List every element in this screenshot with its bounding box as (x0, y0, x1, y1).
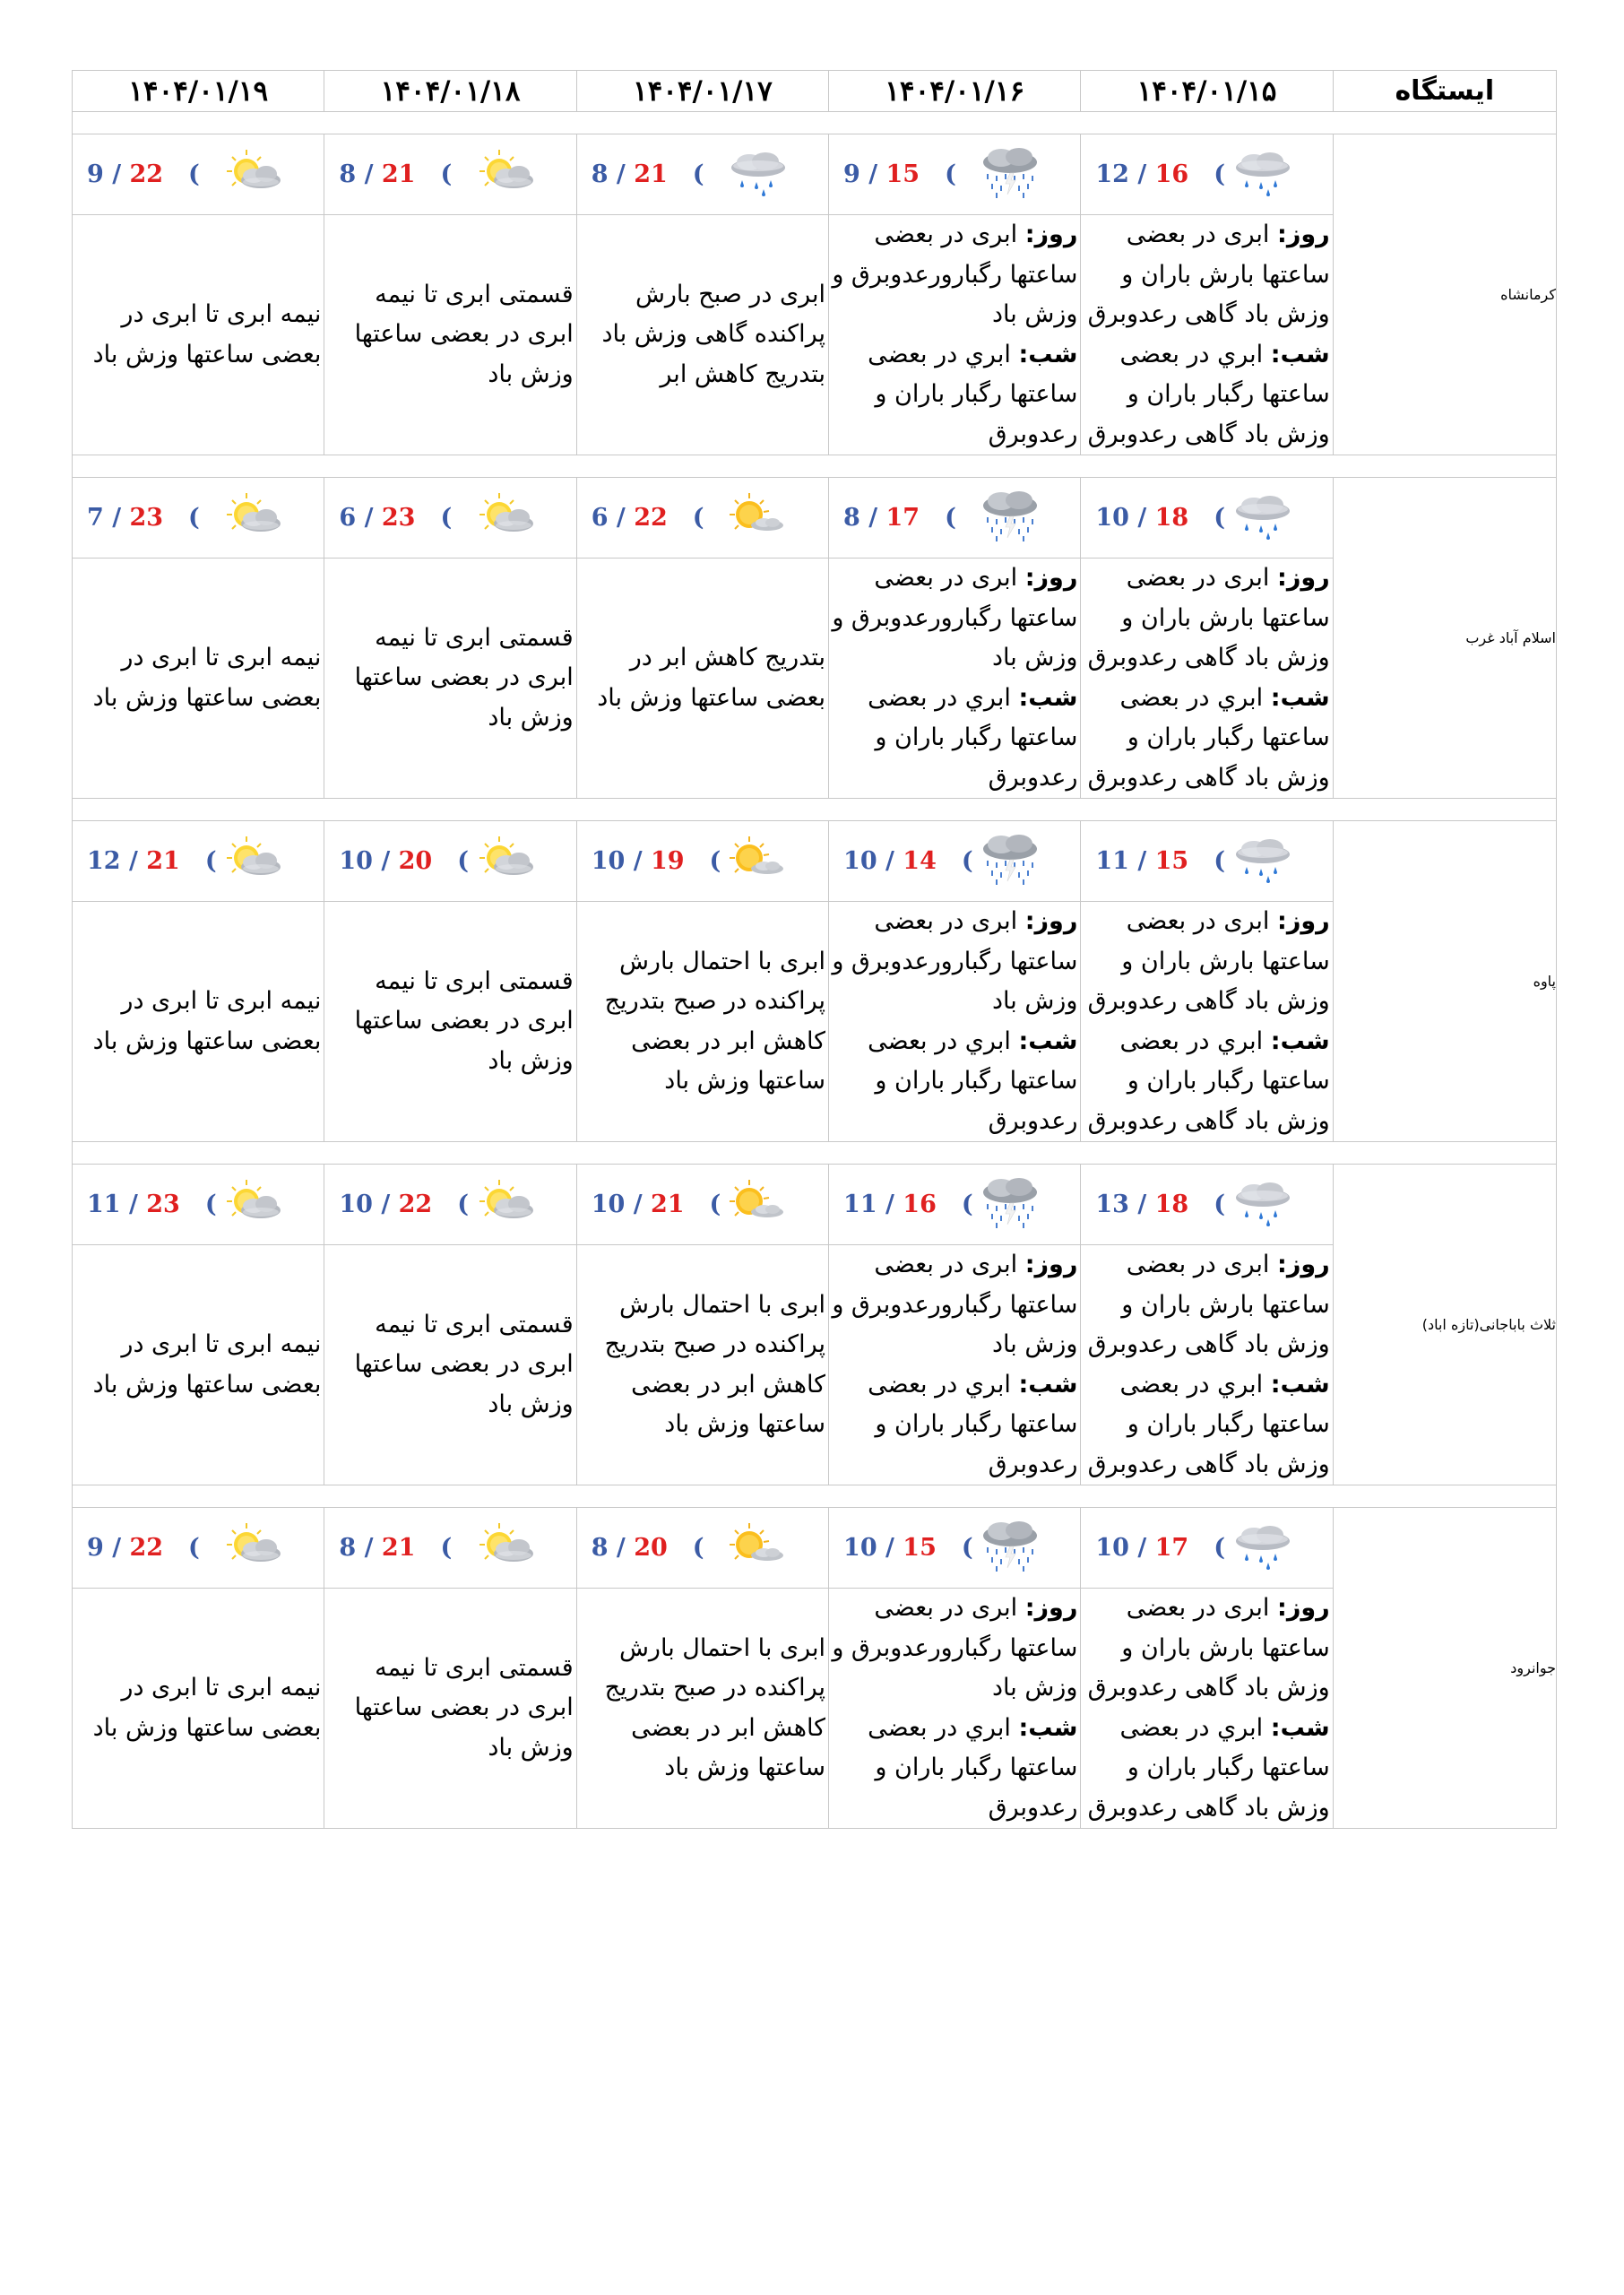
forecast-cell (1081, 134, 1333, 215)
partly-cloudy-icon (471, 1176, 542, 1234)
temp-separator: / (112, 160, 130, 188)
forecast-description (829, 1589, 1081, 1829)
temperature-range (324, 160, 452, 188)
temp-paren: ( (188, 160, 200, 188)
forecast-icon-row (73, 134, 1557, 215)
sun-cloud-icon (722, 1176, 794, 1234)
min-temp: 10 (1095, 504, 1129, 532)
min-temp: 10 (1095, 1534, 1129, 1562)
forecast-cell (576, 478, 828, 559)
night-label: شب: (1018, 683, 1078, 712)
forecast-cell (73, 821, 324, 902)
forecast-cell (576, 134, 828, 215)
day-label: روز: (1024, 221, 1078, 248)
forecast-text: نیمه ابری تا ابری در بعضی ساعتها وزش باد (92, 1330, 322, 1399)
temp-paren: ( (961, 1534, 973, 1562)
forecast-cell (576, 1508, 828, 1589)
forecast-sheet (72, 70, 1557, 1829)
max-temp: 17 (1154, 1534, 1189, 1562)
temp-separator: / (868, 160, 886, 188)
day-label: روز: (1277, 907, 1330, 935)
temp-paren: ( (709, 847, 721, 875)
temperature-range (577, 504, 704, 532)
forecast-text: قسمتی ابری تا نیمه ابری در بعضی ساعتها وزش باد (354, 1310, 574, 1418)
max-temp: 17 (885, 504, 920, 532)
temp-separator: / (616, 504, 635, 532)
max-temp: 19 (650, 847, 685, 875)
night-label: شب: (1018, 340, 1078, 368)
partly-cloudy-icon (471, 833, 542, 890)
forecast-cell (829, 1508, 1081, 1589)
temp-separator: / (885, 1191, 903, 1218)
station-column-header: ایستگاه (1333, 71, 1556, 112)
forecast-cell (576, 1165, 828, 1245)
forecast-text: ابری با احتمال بارش پراکنده در صبح بتدریج کاهش ابر در بعضی ساعتها وزش باد (604, 1290, 826, 1438)
min-temp: 9 (87, 160, 104, 188)
night-forecast (831, 1365, 1077, 1485)
night-label: شب: (1018, 1713, 1078, 1742)
min-temp: 8 (843, 504, 860, 532)
day-label: روز: (1024, 1251, 1078, 1278)
forecast-cell (576, 821, 828, 902)
temp-separator: / (616, 160, 635, 188)
night-forecast-text: ابري در بعضی ساعتها رگبار باران و وزش باد گاهی رعدوبرق (1087, 1713, 1330, 1822)
day-label: روز: (1024, 1594, 1078, 1622)
temperature-range (73, 504, 200, 532)
max-temp: 22 (129, 1534, 164, 1562)
temp-paren: ( (204, 847, 217, 875)
partly-cloudy-icon (471, 489, 542, 547)
temp-separator: / (381, 847, 399, 875)
forecast-description (1081, 559, 1333, 799)
forecast-description (73, 1245, 324, 1485)
night-forecast-text: ابري در بعضی ساعتها رگبار باران و رعدوبرق (868, 683, 1078, 792)
temperature-range (829, 160, 956, 188)
forecast-text: ابری در صبح بارش پراکنده گاهی وزش باد بتدریج کاهش ابر (601, 280, 826, 388)
temp-paren: ( (1214, 1191, 1225, 1218)
day-label: روز: (1277, 221, 1330, 248)
temperature-range (324, 504, 452, 532)
temp-separator: / (885, 847, 903, 875)
temp-paren: ( (692, 504, 704, 532)
day-forecast-text: ابری در بعضی ساعتها رگبارورعدوبرق و وزش باد (832, 221, 1078, 328)
min-temp: 12 (87, 847, 121, 875)
station-name: اسلام آباد غرب (1333, 478, 1556, 799)
temperature-range (1081, 847, 1225, 875)
forecast-text: قسمتی ابری تا نیمه ابری در بعضی ساعتها وزش باد (354, 623, 574, 732)
min-temp: 6 (591, 504, 609, 532)
temp-separator: / (633, 1191, 651, 1218)
min-temp: 10 (843, 1534, 877, 1562)
day-forecast (831, 559, 1077, 679)
station-name: پاوه (1333, 821, 1556, 1142)
temp-paren: ( (1214, 847, 1225, 875)
day-forecast (1083, 1245, 1329, 1365)
min-temp: 7 (87, 504, 104, 532)
night-forecast-text: ابري در بعضی ساعتها رگبار باران و وزش باد گاهی رعدوبرق (1087, 1370, 1330, 1478)
partly-cloudy-icon (218, 1176, 289, 1234)
temp-paren: ( (945, 504, 956, 532)
station-gap (73, 1485, 1557, 1508)
sun-cloud-icon (722, 489, 794, 547)
day-forecast (1083, 559, 1329, 679)
forecast-cell (73, 1165, 324, 1245)
min-temp: 8 (591, 160, 609, 188)
night-forecast-text: ابري در بعضی ساعتها رگبار باران و رعدوبرق (868, 340, 1078, 448)
temp-separator: / (381, 1191, 399, 1218)
forecast-cell (829, 478, 1081, 559)
day-label: روز: (1024, 907, 1078, 935)
day-forecast (831, 902, 1077, 1022)
night-forecast-text: ابري در بعضی ساعتها رگبار باران و وزش باد گاهی رعدوبرق (1087, 1026, 1330, 1135)
temperature-range (577, 160, 704, 188)
forecast-description (73, 1589, 324, 1829)
max-temp: 22 (634, 504, 668, 532)
min-temp: 6 (339, 504, 357, 532)
forecast-description (324, 559, 576, 799)
forecast-cell (324, 478, 576, 559)
night-forecast (1083, 335, 1329, 455)
cloud-thunderstorm-icon (974, 1520, 1046, 1577)
temp-separator: / (1137, 847, 1155, 875)
forecast-cell (324, 821, 576, 902)
temperature-range (324, 1534, 452, 1562)
temp-separator: / (364, 504, 382, 532)
day-forecast-text: ابری در بعضی ساعتها رگبارورعدوبرق و وزش باد (832, 564, 1078, 671)
forecast-cell (829, 134, 1081, 215)
temp-separator: / (364, 160, 382, 188)
forecast-icon-row (73, 1508, 1557, 1589)
forecast-cell (73, 1508, 324, 1589)
header-row (73, 71, 1557, 112)
temperature-range (577, 1191, 721, 1218)
forecast-cell (73, 478, 324, 559)
temperature-range (1081, 160, 1225, 188)
min-temp: 13 (1095, 1191, 1129, 1218)
forecast-description (324, 1589, 576, 1829)
min-temp: 11 (843, 1191, 877, 1218)
date-header: ۱۴۰۴/۰۱/۱۵ (1081, 71, 1333, 112)
forecast-table (72, 70, 1557, 1829)
day-forecast-text: ابری در بعضی ساعتها بارش باران و وزش باد گاهی رعدوبرق (1087, 1594, 1330, 1702)
day-forecast (831, 1245, 1077, 1365)
temp-paren: ( (692, 160, 704, 188)
max-temp: 21 (634, 160, 668, 188)
day-label: روز: (1277, 564, 1330, 592)
forecast-description (73, 215, 324, 455)
temp-separator: / (1137, 160, 1155, 188)
max-temp: 18 (1154, 1191, 1189, 1218)
partly-cloudy-icon (218, 833, 289, 890)
min-temp: 9 (843, 160, 860, 188)
forecast-text: قسمتی ابری تا نیمه ابری در بعضی ساعتها وزش باد (354, 1653, 574, 1762)
cloud-rain-icon (1227, 1176, 1299, 1234)
min-temp: 10 (843, 847, 877, 875)
forecast-description (324, 215, 576, 455)
temp-paren: ( (961, 847, 973, 875)
forecast-icon-row (73, 1165, 1557, 1245)
night-forecast-text: ابري در بعضی ساعتها رگبار باران و رعدوبرق (868, 1713, 1078, 1822)
day-forecast (831, 1589, 1077, 1709)
forecast-cell (324, 1508, 576, 1589)
forecast-cell (324, 134, 576, 215)
temperature-range (1081, 1191, 1225, 1218)
min-temp: 11 (87, 1191, 121, 1218)
sun-cloud-icon (722, 833, 794, 890)
day-forecast-text: ابری در بعضی ساعتها بارش باران و وزش باد گاهی رعدوبرق (1087, 564, 1330, 671)
min-temp: 8 (591, 1534, 609, 1562)
night-forecast (1083, 1709, 1329, 1829)
max-temp: 23 (146, 1191, 180, 1218)
cloud-rain-icon (1227, 489, 1299, 547)
temp-separator: / (616, 1534, 635, 1562)
forecast-text: قسمتی ابری تا نیمه ابری در بعضی ساعتها وزش باد (354, 966, 574, 1075)
max-temp: 15 (1154, 847, 1189, 875)
day-forecast (1083, 1589, 1329, 1709)
night-label: شب: (1270, 340, 1330, 368)
cloud-rain-icon (1227, 833, 1299, 890)
temp-separator: / (633, 847, 651, 875)
temp-separator: / (112, 1534, 130, 1562)
day-forecast-text: ابری در بعضی ساعتها رگبارورعدوبرق و وزش باد (832, 1594, 1078, 1702)
temperature-range (73, 1534, 200, 1562)
day-label: روز: (1024, 564, 1078, 592)
max-temp: 16 (903, 1191, 937, 1218)
forecast-cell (1081, 1508, 1333, 1589)
forecast-description (576, 559, 828, 799)
forecast-text: قسمتی ابری تا نیمه ابری در بعضی ساعتها وزش باد (354, 280, 574, 388)
forecast-description (829, 1245, 1081, 1485)
temp-paren: ( (188, 1534, 200, 1562)
cloud-rain-icon (1227, 1520, 1299, 1577)
night-forecast (1083, 679, 1329, 799)
forecast-description (324, 1245, 576, 1485)
forecast-text: نیمه ابری تا ابری در بعضی ساعتها وزش باد (92, 644, 322, 712)
temp-separator: / (868, 504, 886, 532)
night-forecast (1083, 1022, 1329, 1142)
temp-separator: / (128, 847, 147, 875)
date-header: ۱۴۰۴/۰۱/۱۹ (73, 71, 324, 112)
night-forecast-text: ابري در بعضی ساعتها رگبار باران و وزش باد گاهی رعدوبرق (1087, 683, 1330, 792)
forecast-description (829, 559, 1081, 799)
forecast-text: ابری با احتمال بارش پراکنده در صبح بتدریج کاهش ابر در بعضی ساعتها وزش باد (604, 1633, 826, 1781)
temperature-range (829, 1534, 973, 1562)
night-label: شب: (1270, 1370, 1330, 1399)
partly-cloudy-icon (471, 1520, 542, 1577)
temp-paren: ( (709, 1191, 721, 1218)
forecast-description (324, 902, 576, 1142)
temp-paren: ( (1214, 1534, 1225, 1562)
temperature-range (829, 504, 956, 532)
forecast-cell (73, 134, 324, 215)
night-forecast (831, 335, 1077, 455)
partly-cloudy-icon (218, 1520, 289, 1577)
forecast-description (73, 559, 324, 799)
temp-paren: ( (204, 1191, 217, 1218)
forecast-description (1081, 902, 1333, 1142)
day-forecast-text: ابری در بعضی ساعتها بارش باران و وزش باد گاهی رعدوبرق (1087, 221, 1330, 328)
station-name: کرمانشاه (1333, 134, 1556, 455)
max-temp: 21 (650, 1191, 685, 1218)
forecast-text: ابری با احتمال بارش پراکنده در صبح بتدریج کاهش ابر در بعضی ساعتها وزش باد (604, 947, 826, 1095)
forecast-text: نیمه ابری تا ابری در بعضی ساعتها وزش باد (92, 300, 322, 368)
forecast-description (576, 215, 828, 455)
forecast-cell (324, 1165, 576, 1245)
temperature-range (73, 160, 200, 188)
day-forecast-text: ابری در بعضی ساعتها بارش باران و وزش باد گاهی رعدوبرق (1087, 1251, 1330, 1358)
day-forecast-text: ابری در بعضی ساعتها رگبارورعدوبرق و وزش باد (832, 1251, 1078, 1358)
station-gap (73, 455, 1557, 478)
night-forecast-text: ابري در بعضی ساعتها رگبار باران و وزش باد گاهی رعدوبرق (1087, 340, 1330, 448)
max-temp: 22 (398, 1191, 433, 1218)
forecast-description (576, 1245, 828, 1485)
temp-separator: / (128, 1191, 147, 1218)
min-temp: 11 (1095, 847, 1129, 875)
temp-paren: ( (1214, 160, 1225, 188)
partly-cloudy-icon (218, 146, 289, 204)
night-forecast (1083, 1365, 1329, 1485)
cloud-thunderstorm-icon (974, 833, 1046, 890)
station-gap (73, 112, 1557, 134)
max-temp: 21 (381, 160, 416, 188)
temperature-range (829, 847, 973, 875)
min-temp: 10 (339, 847, 373, 875)
max-temp: 20 (398, 847, 433, 875)
temperature-range (324, 847, 469, 875)
forecast-text: بتدریج کاهش ابر در بعضی ساعتها وزش باد (597, 644, 826, 712)
forecast-cell (1081, 1165, 1333, 1245)
station-name: جوانرود (1333, 1508, 1556, 1829)
night-forecast (831, 1022, 1077, 1142)
forecast-text: نیمه ابری تا ابری در بعضی ساعتها وزش باد (92, 987, 322, 1055)
temp-separator: / (364, 1534, 382, 1562)
max-temp: 15 (903, 1534, 937, 1562)
temperature-range (1081, 1534, 1225, 1562)
partly-cloudy-icon (218, 489, 289, 547)
forecast-icon-row (73, 821, 1557, 902)
date-header: ۱۴۰۴/۰۱/۱۷ (576, 71, 828, 112)
temp-paren: ( (188, 504, 200, 532)
forecast-cell (829, 1165, 1081, 1245)
min-temp: 9 (87, 1534, 104, 1562)
min-temp: 12 (1095, 160, 1129, 188)
temp-paren: ( (457, 1191, 469, 1218)
forecast-description (576, 902, 828, 1142)
night-label: شب: (1018, 1026, 1078, 1055)
temp-separator: / (1137, 1534, 1155, 1562)
day-forecast (1083, 902, 1329, 1022)
max-temp: 21 (381, 1534, 416, 1562)
min-temp: 10 (591, 1191, 626, 1218)
forecast-description (73, 902, 324, 1142)
forecast-description (1081, 215, 1333, 455)
temp-paren: ( (440, 1534, 453, 1562)
max-temp: 15 (885, 160, 920, 188)
temperature-range (577, 1534, 704, 1562)
max-temp: 23 (129, 504, 164, 532)
forecast-description (829, 215, 1081, 455)
temp-separator: / (1137, 504, 1155, 532)
day-forecast (831, 215, 1077, 335)
sun-cloud-icon (722, 1520, 794, 1577)
forecast-description (1081, 1589, 1333, 1829)
temperature-range (73, 847, 217, 875)
forecast-cell (829, 821, 1081, 902)
night-forecast (831, 679, 1077, 799)
temp-paren: ( (692, 1534, 704, 1562)
max-temp: 23 (381, 504, 416, 532)
station-name: ثلاث باباجانی(تازه اباد) (1333, 1165, 1556, 1485)
cloud-thunderstorm-icon (974, 146, 1046, 204)
max-temp: 21 (146, 847, 180, 875)
cloud-rain-icon (1227, 146, 1299, 204)
temp-paren: ( (945, 160, 956, 188)
max-temp: 18 (1154, 504, 1189, 532)
cloud-rain-icon (722, 146, 794, 204)
max-temp: 14 (903, 847, 937, 875)
date-header: ۱۴۰۴/۰۱/۱۸ (324, 71, 576, 112)
temperature-range (73, 1191, 217, 1218)
max-temp: 20 (634, 1534, 668, 1562)
max-temp: 16 (1154, 160, 1189, 188)
min-temp: 10 (591, 847, 626, 875)
cloud-thunderstorm-icon (974, 1176, 1046, 1234)
day-forecast-text: ابری در بعضی ساعتها رگبارورعدوبرق و وزش باد (832, 907, 1078, 1015)
temp-separator: / (1137, 1191, 1155, 1218)
temp-paren: ( (457, 847, 469, 875)
temperature-range (324, 1191, 469, 1218)
day-label: روز: (1277, 1251, 1330, 1278)
temp-paren: ( (961, 1191, 973, 1218)
temp-paren: ( (1214, 504, 1225, 532)
night-label: شب: (1018, 1370, 1078, 1399)
date-header: ۱۴۰۴/۰۱/۱۶ (829, 71, 1081, 112)
forecast-description (829, 902, 1081, 1142)
station-gap (73, 799, 1557, 821)
temp-paren: ( (440, 160, 453, 188)
temp-separator: / (885, 1534, 903, 1562)
day-label: روز: (1277, 1594, 1330, 1622)
night-forecast (831, 1709, 1077, 1829)
day-forecast (1083, 215, 1329, 335)
forecast-cell (1081, 478, 1333, 559)
forecast-description (576, 1589, 828, 1829)
station-gap (73, 1142, 1557, 1165)
forecast-text: نیمه ابری تا ابری در بعضی ساعتها وزش باد (92, 1674, 322, 1742)
night-forecast-text: ابري در بعضی ساعتها رگبار باران و رعدوبرق (868, 1370, 1078, 1478)
max-temp: 22 (129, 160, 164, 188)
temperature-range (577, 847, 721, 875)
temp-paren: ( (440, 504, 453, 532)
min-temp: 8 (339, 160, 357, 188)
night-label: شب: (1270, 1026, 1330, 1055)
forecast-description (1081, 1245, 1333, 1485)
temperature-range (829, 1191, 973, 1218)
night-label: شب: (1270, 1713, 1330, 1742)
forecast-icon-row (73, 478, 1557, 559)
temperature-range (1081, 504, 1225, 532)
min-temp: 10 (339, 1191, 373, 1218)
cloud-thunderstorm-icon (974, 489, 1046, 547)
partly-cloudy-icon (471, 146, 542, 204)
night-label: شب: (1270, 683, 1330, 712)
night-forecast-text: ابري در بعضی ساعتها رگبار باران و رعدوبرق (868, 1026, 1078, 1135)
forecast-cell (1081, 821, 1333, 902)
min-temp: 8 (339, 1534, 357, 1562)
day-forecast-text: ابری در بعضی ساعتها بارش باران و وزش باد گاهی رعدوبرق (1087, 907, 1330, 1015)
temp-separator: / (112, 504, 130, 532)
